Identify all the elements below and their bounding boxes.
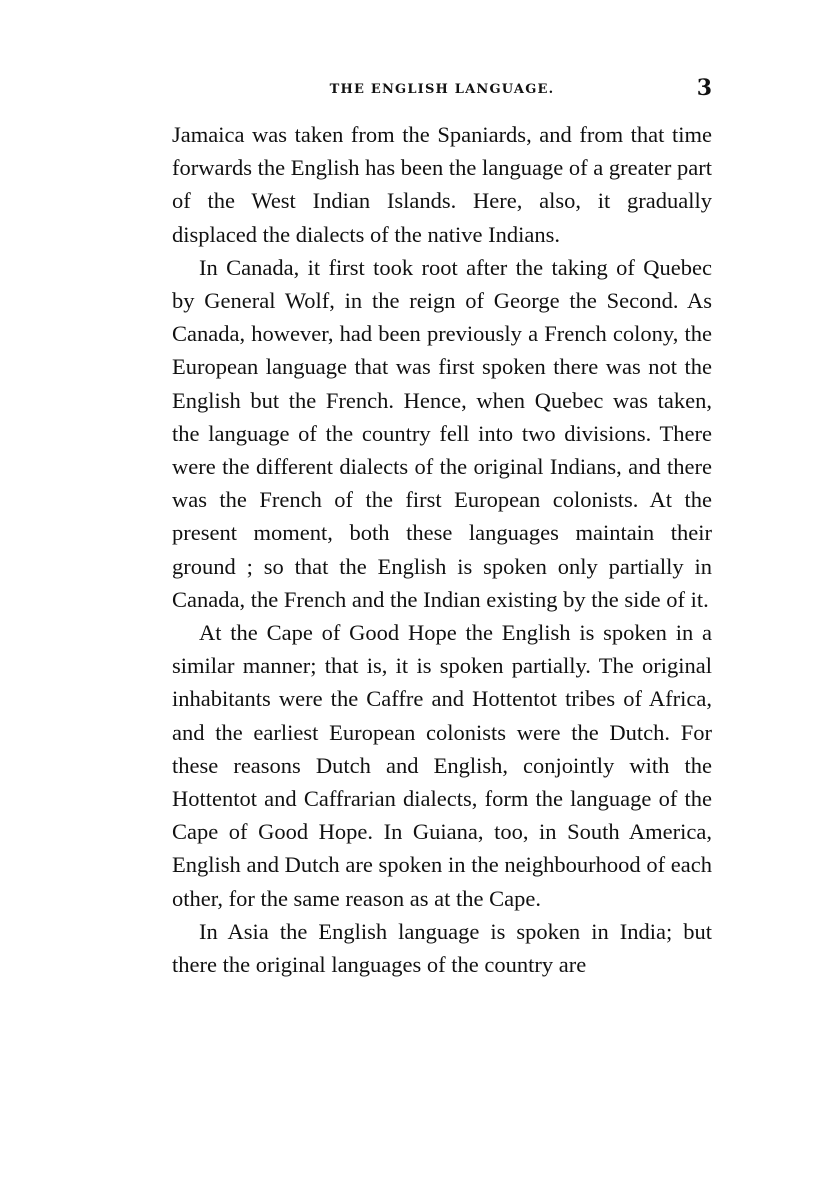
paragraph-canada: In Canada, it first took root after the taking of Quebec by General Wolf, in the reign of George the Second. As Canada, however, had been previously a French colony, the European language that was first spoken there was not the English but the French. Hence, when Quebec was taken, the language of the country fell into two divisions. There were the different dialects of the original Indians, and there was the French of the first European colonists. At the present moment, both these languages maintain their ground ; so that the English is spoken only partially in Canada, the French and the Indian existing by the side of it. (172, 254, 712, 612)
paragraph-asia: In Asia the English language is spoken in India; but there the original languages of the country are (172, 918, 712, 978)
running-title: THE ENGLISH LANGUAGE. (329, 82, 555, 97)
paragraph-cape-of-good-hope: At the Cape of Good Hope the English is spoken in a similar manner; that is, it is spoken partially. The original inhabitants were the Caffre and Hottentot tribes of Africa, and the earliest European colonists were the Dutch. For these reasons Dutch and English, conjointly with the Hottentot and Caffrarian dialects, form the language of the Cape of Good Hope. In Guiana, too, in South America, English and Dutch are spoken in the neighbourhood of each other, for the same reason as at the Cape. (172, 620, 712, 911)
running-head (172, 75, 712, 102)
page-number: 3 (696, 75, 712, 101)
body-text (172, 118, 712, 981)
paragraph-jamaica: Jamaica was taken from the Spaniards, and from that time forwards the English has been the language of a greater part of the West Indian Islands. Here, also, it gradually displaced the dialects of the native Indians. (172, 122, 712, 247)
